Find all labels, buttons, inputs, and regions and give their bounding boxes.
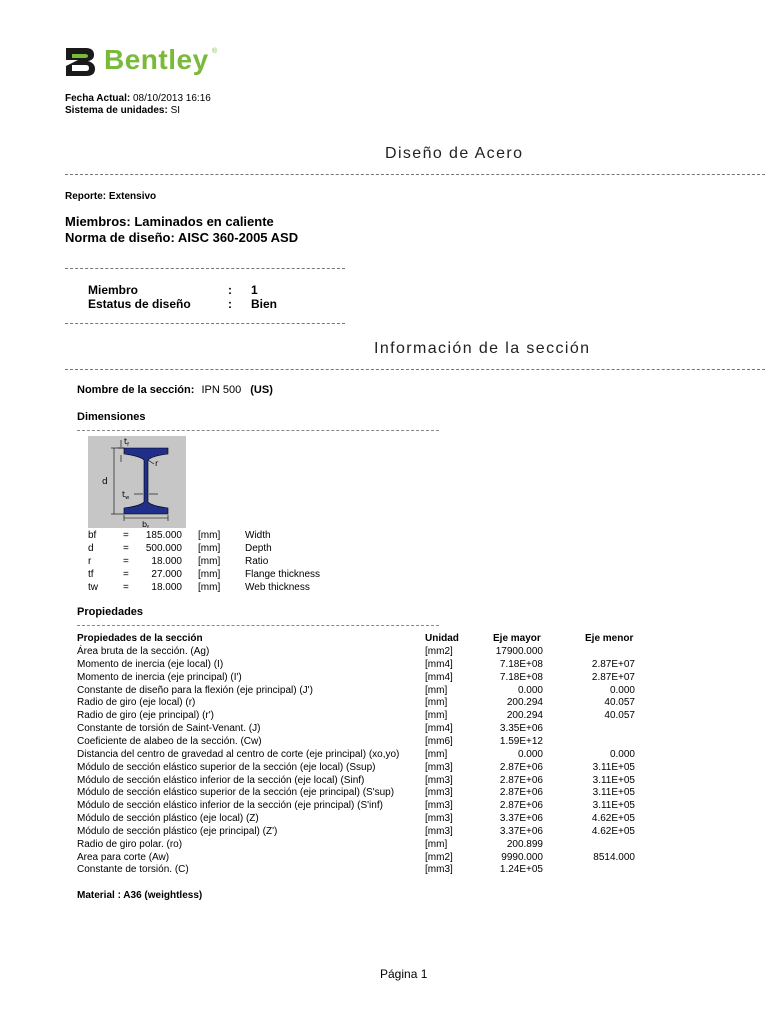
dimension-value: 27.000 [151, 569, 182, 580]
property-major-axis: 0.000 [517, 748, 543, 760]
date-value: 08/10/2013 16:16 [132, 93, 211, 104]
brand-name: Bentley [104, 44, 209, 75]
property-name: Módulo de sección elástico superior de la sección (eje principal) (S'sup) [77, 787, 395, 799]
section-name-value: IPN 500 [201, 384, 242, 396]
property-unit: [mm3] [425, 813, 453, 825]
property-minor-axis: 0.000 [609, 748, 635, 760]
design-status-value: Bien [251, 297, 278, 311]
property-name: Radio de giro polar. (ro) [77, 838, 183, 850]
property-row [77, 864, 657, 877]
bf-label: $b_f$ [142, 520, 149, 528]
property-minor-axis: 3.11E+05 [592, 774, 635, 786]
divider [65, 369, 765, 370]
dimension-symbol: bf [88, 530, 97, 541]
property-name: Radio de giro (eje principal) (r') [77, 710, 214, 722]
dimensions-title: Dimensiones [77, 411, 146, 423]
property-unit: [mm3] [425, 825, 453, 837]
tf-label: $t_f$ [124, 437, 129, 448]
property-minor-axis: 40.057 [604, 697, 635, 709]
dimension-symbol: tf [88, 569, 94, 580]
dimension-symbol: d [88, 543, 94, 554]
dimension-row [88, 569, 448, 582]
property-unit: [mm3] [425, 774, 453, 786]
property-row [77, 775, 657, 788]
dimension-equals: = [123, 569, 129, 580]
property-minor-axis: 2.87E+07 [591, 658, 635, 670]
section-name-suffix: (US) [250, 384, 273, 396]
property-unit: [mm2] [425, 851, 453, 863]
dimension-symbol: tw [88, 582, 98, 593]
member-value: 1 [251, 283, 258, 297]
property-name: Módulo de sección elástico inferior de la sección (eje local) (Sinf) [77, 774, 365, 786]
property-major-axis: 7.18E+08 [499, 658, 543, 670]
dimension-row [88, 556, 448, 569]
property-minor-axis: 4.62E+05 [591, 813, 635, 825]
tw-label: $t_w$ [122, 490, 130, 501]
property-name: Radio de giro (eje local) (r) [77, 697, 196, 709]
property-row [77, 762, 657, 775]
property-unit: [mm3] [425, 800, 453, 812]
properties-title: Propiedades [77, 606, 144, 618]
property-name: Constante de torsión de Saint-Venant. (J) [77, 723, 261, 735]
dimension-row [88, 530, 448, 543]
dimension-description: Web thickness [245, 582, 310, 593]
property-row [77, 839, 657, 852]
r-label: r [155, 459, 159, 468]
property-name: Distancia del centro de gravedad al centro de corte (eje principal) (xo,yo) [77, 748, 400, 760]
property-name: Área bruta de la sección. (Ag) [77, 646, 210, 657]
design-status-row [88, 297, 348, 312]
property-name: Módulo de sección plástico (eje principal) (Z') [77, 825, 278, 837]
page-number: Página 1 [380, 967, 428, 981]
property-unit: [mm3] [425, 787, 453, 799]
property-unit: [mm] [425, 838, 448, 850]
title-informacion-seccion: Información de la sección [374, 340, 591, 357]
divider [65, 323, 345, 324]
date-label: Fecha Actual: [65, 93, 131, 104]
property-unit: [mm] [425, 748, 448, 760]
property-major-axis: 200.294 [506, 710, 543, 722]
date-line [65, 93, 211, 105]
header-major-axis: Eje mayor [493, 633, 541, 644]
d-label: d [102, 477, 108, 487]
dimension-symbol: r [88, 556, 92, 567]
units-label: Sistema de unidades: [65, 105, 168, 116]
material-line: Material : A36 (weightless) [77, 890, 203, 901]
property-row [77, 672, 657, 685]
property-minor-axis: 40.057 [604, 710, 635, 722]
report-label: Reporte: [65, 191, 107, 202]
property-name: Módulo de sección plástico (eje local) (Z) [77, 813, 259, 825]
title-diseno-acero: Diseño de Acero [385, 145, 524, 162]
property-major-axis: 2.87E+06 [499, 787, 543, 799]
trademark: ® [212, 48, 218, 55]
properties-header-row [77, 633, 657, 646]
header-property: Propiedades de la sección [77, 633, 203, 644]
property-minor-axis: 3.11E+05 [592, 800, 635, 812]
property-major-axis: 1.24E+05 [499, 864, 543, 876]
property-major-axis: 3.37E+06 [499, 825, 543, 837]
header-unit: Unidad [425, 633, 459, 644]
property-major-axis: 9990.000 [501, 851, 543, 863]
property-major-axis: 2.87E+06 [499, 774, 543, 786]
property-row [77, 787, 657, 800]
property-unit: [mm6] [425, 735, 453, 747]
dimension-equals: = [123, 543, 129, 554]
divider [77, 625, 439, 626]
property-row [77, 646, 657, 659]
property-major-axis: 2.87E+06 [499, 800, 543, 812]
i-beam-diagram [88, 436, 186, 528]
property-name: Coeficiente de alabeo de la sección. (Cw) [77, 735, 262, 747]
member-sep: : [228, 283, 232, 297]
bentley-b-logo-icon [64, 46, 96, 78]
property-minor-axis: 8514.000 [593, 851, 635, 863]
header-minor-axis: Eje menor [585, 633, 634, 644]
property-minor-axis: 4.62E+05 [591, 825, 635, 837]
property-row [77, 697, 657, 710]
property-major-axis: 7.18E+08 [499, 671, 543, 683]
property-major-axis: 17900.000 [495, 646, 543, 657]
units-line [65, 105, 180, 117]
section-name-line [77, 384, 273, 396]
dimension-value: 18.000 [151, 556, 182, 567]
dimension-description: Ratio [245, 556, 269, 567]
property-minor-axis: 3.11E+05 [592, 761, 635, 773]
property-major-axis: 2.87E+06 [499, 761, 543, 773]
section-figure [88, 436, 186, 528]
dimension-equals: = [123, 556, 129, 567]
divider [77, 430, 439, 431]
dimension-unit: [mm] [198, 569, 221, 580]
property-unit: [mm3] [425, 761, 453, 773]
members-line: Miembros: Laminados en caliente [65, 214, 274, 229]
dimension-value: 18.000 [151, 582, 182, 593]
property-name: Módulo de sección elástico inferior de la sección (eje principal) (S'inf) [77, 800, 383, 812]
dimension-unit: [mm] [198, 543, 221, 554]
property-minor-axis: 2.87E+07 [591, 671, 635, 683]
property-name: Constante de torsión. (C) [77, 864, 189, 876]
property-unit: [mm2] [425, 646, 453, 657]
norm-line: Norma de diseño: AISC 360-2005 ASD [65, 230, 299, 245]
property-row [77, 749, 657, 762]
design-status-sep: : [228, 297, 232, 311]
dimension-row [88, 582, 448, 595]
property-row [77, 813, 657, 826]
property-minor-axis: 0.000 [609, 684, 635, 696]
property-row [77, 659, 657, 672]
design-status-label: Estatus de diseño [88, 297, 191, 311]
property-major-axis: 1.59E+12 [499, 735, 543, 747]
property-row [77, 852, 657, 865]
property-major-axis: 200.899 [506, 838, 543, 850]
divider [65, 268, 345, 269]
property-row [77, 800, 657, 813]
section-name-label: Nombre de la sección: [77, 384, 195, 396]
property-unit: [mm] [425, 684, 448, 696]
dimension-value: 185.000 [145, 530, 182, 541]
property-major-axis: 3.37E+06 [499, 813, 543, 825]
property-name: Módulo de sección elástico superior de la sección (eje local) (Ssup) [77, 761, 376, 773]
dimension-unit: [mm] [198, 582, 221, 593]
divider [65, 174, 765, 175]
report-line [65, 191, 156, 202]
property-unit: [mm] [425, 697, 448, 709]
dimension-value: 500.000 [145, 543, 182, 554]
report-value: Extensivo [108, 191, 157, 202]
property-unit: [mm4] [425, 723, 453, 735]
dimension-equals: = [123, 530, 129, 541]
dimension-description: Width [245, 530, 271, 541]
property-row [77, 736, 657, 749]
property-name: Area para corte (Aw) [77, 851, 170, 863]
property-row [77, 826, 657, 839]
member-label: Miembro [88, 283, 139, 297]
property-unit: [mm3] [425, 864, 453, 876]
member-row [88, 283, 348, 298]
property-major-axis: 3.35E+06 [499, 723, 543, 735]
dimension-description: Depth [245, 543, 272, 554]
property-name: Constante de diseño para la flexión (eje principal) (J') [77, 684, 313, 696]
property-row [77, 710, 657, 723]
dimension-row [88, 543, 448, 556]
property-major-axis: 0.000 [517, 684, 543, 696]
bentley-logo [64, 44, 224, 80]
property-unit: [mm] [425, 710, 448, 722]
property-major-axis: 200.294 [506, 697, 543, 709]
property-name: Momento de inercia (eje principal) (I') [77, 671, 242, 683]
dimension-description: Flange thickness [245, 569, 321, 580]
property-unit: [mm4] [425, 671, 453, 683]
property-row [77, 723, 657, 736]
property-minor-axis: 3.11E+05 [592, 787, 635, 799]
property-name: Momento de inercia (eje local) (I) [77, 658, 224, 670]
units-value: SI [170, 105, 181, 116]
property-row [77, 685, 657, 698]
dimension-unit: [mm] [198, 530, 221, 541]
property-unit: [mm4] [425, 658, 453, 670]
dimension-equals: = [123, 582, 129, 593]
dimension-unit: [mm] [198, 556, 221, 567]
